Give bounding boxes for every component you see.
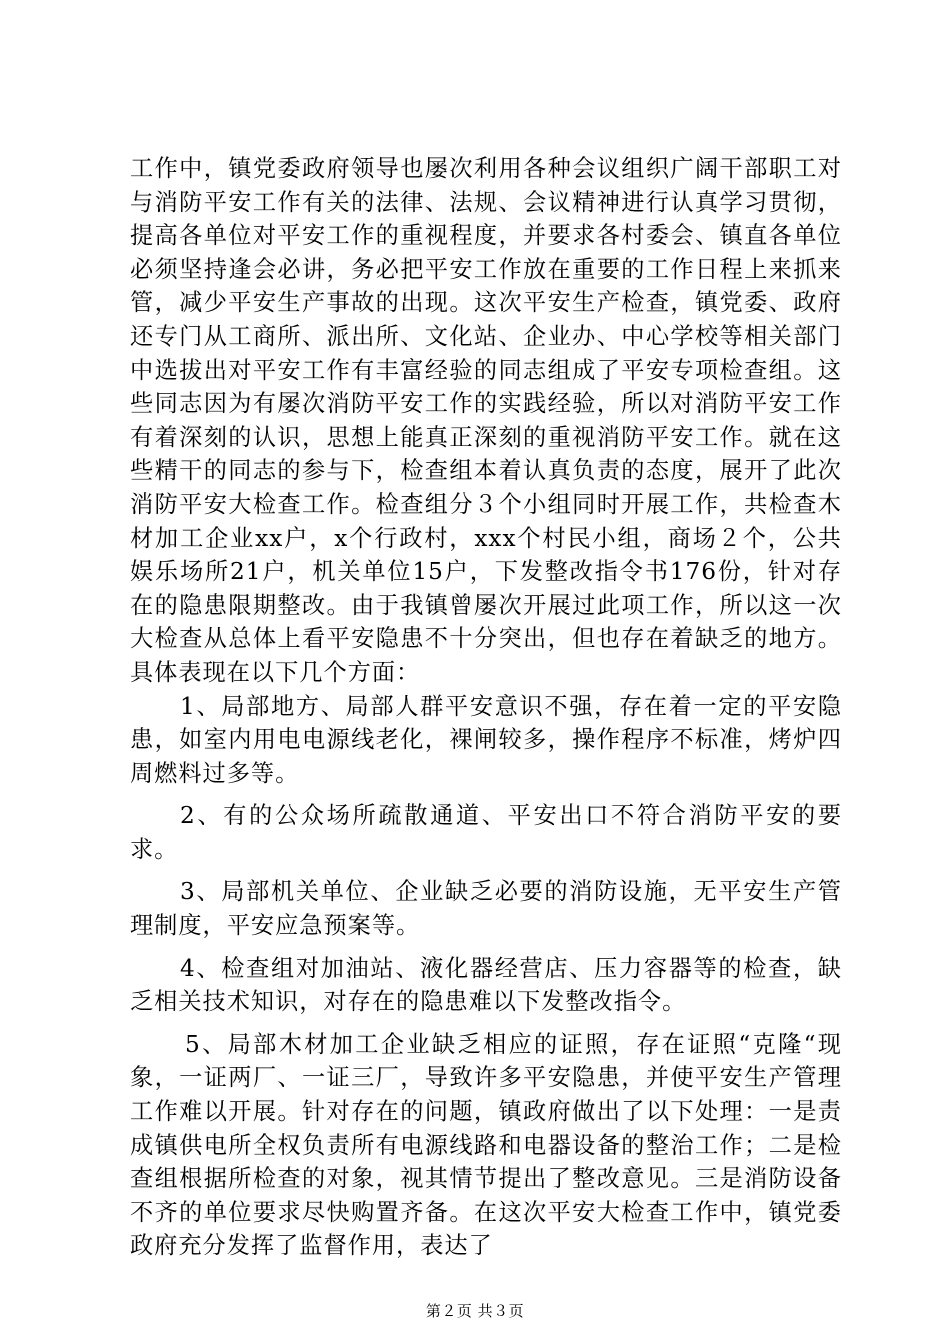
list-item-1: 1、局部地方、局部人群平安意识不强，存在着一定的平安隐患，如室内用电电源线老化，裸闸较多，操作程序不标准，烤炉四周燃料过多等。 (130, 692, 842, 787)
list-item-5: 5、局部木材加工企业缺乏相应的证照，存在证照“克隆“现象，一证两厂、一证三厂，导致许多平安隐患，并使平安生产管理工作难以开展。针对存在的问题，镇政府做出了以下处理：一是责成镇供电所全权负责所有电源线路和电器设备的整治工作；二是检查组根据所检查的对象，视其情节提出了整改意见。三是消防设备不齐的单位要求尽快购置齐备。在这次平安大检查工作中，镇党委政府充分发挥了监督作用，表达了 (130, 1030, 842, 1260)
list-item-3: 3、局部机关单位、企业缺乏必要的消防设施，无平安生产管理制度，平安应急预案等。 (130, 878, 842, 940)
list-item-2: 2、有的公众场所疏散通道、平安出口不符合消防平安的要求。 (130, 802, 842, 863)
document-body (130, 152, 842, 1263)
page-footer: 第２页 共３页 (425, 1302, 525, 1320)
list-item-4: 4、检查组对加油站、液化器经营店、压力容器等的检查，缺乏相关技术知识，对存在的隐患难以下发整改指令。 (130, 954, 842, 1016)
intro-paragraph: 工作中，镇党委政府领导也屡次利用各种会议组织广阔干部职工对与消防平安工作有关的法律、法规、会议精神进行认真学习贯彻，提高各单位对平安工作的重视程度，并要求各村委会、镇直各单位必须坚持逢会必讲，务必把平安工作放在重要的工作日程上来抓来管，减少平安生产事故的出现。这次平安生产检查，镇党委、政府还专门从工商所、派出所、文化站、企业办、中心学校等相关部门中选拔出对平安工作有丰富经验的同志组成了平安专项检查组。这些同志因为有屡次消防平安工作的实践经验，所以对消防平安工作有着深刻的认识，思想上能真正深刻的重视消防平安工作。就在这些精干的同志的参与下，检查组本着认真负责的态度，展开了此次消防平安大检查工作。检查组分３个小组同时开展工作，共检查木材加工企业xx户，x个行政村，xxx个村民小组，商场２个，公共娱乐场所21户，机关单位15户，下发整改指令书176份，针对存在的隐患限期整改。由于我镇曾屡次开展过此项工作，所以这一次大检查从总体上看平安隐患不十分突出，但也存在着缺乏的地方。具体表现在以下几个方面： (130, 155, 842, 686)
